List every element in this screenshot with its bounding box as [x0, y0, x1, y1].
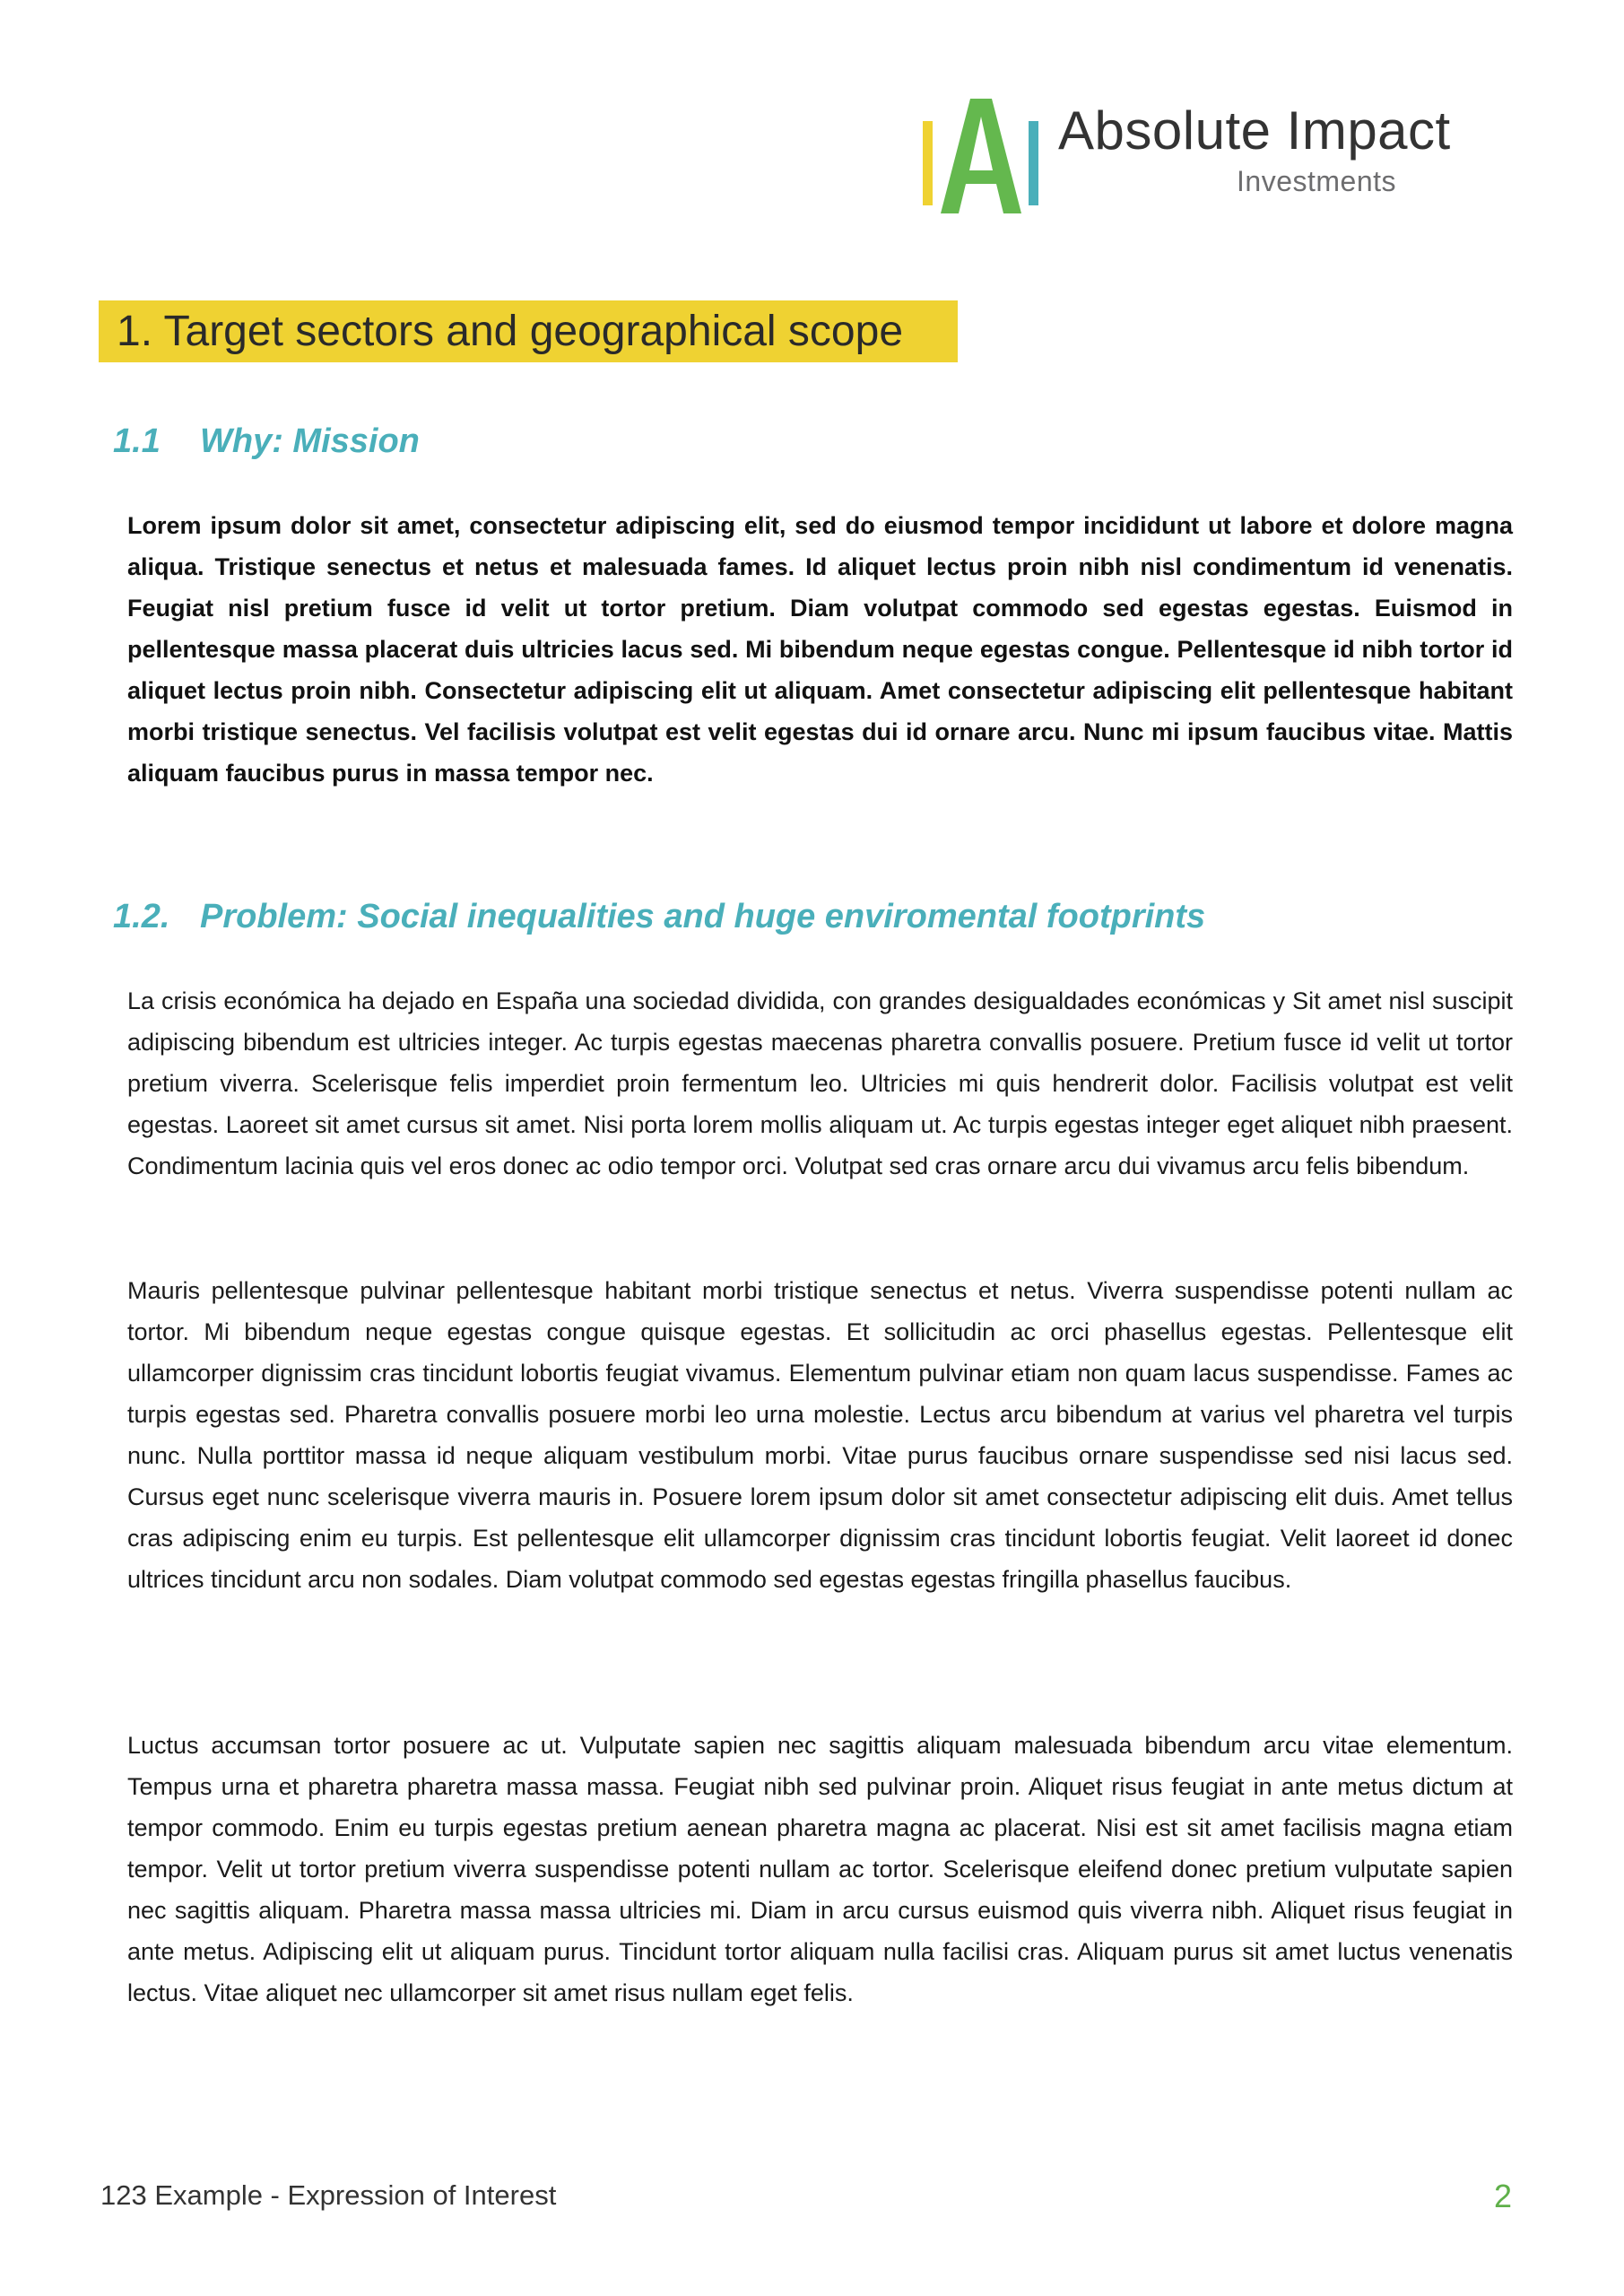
footer-document-title: 123 Example - Expression of Interest: [100, 2179, 557, 2211]
section-title: 1. Target sectors and geographical scope: [117, 308, 904, 355]
company-logo: [908, 99, 1518, 220]
subsection-heading-mission: [113, 424, 420, 458]
mission-paragraph: Lorem ipsum dolor sit amet, consectetur adipiscing elit, sed do eiusmod tempor incididunt ut labore et dolore magna aliqua. Tristique senectus et netus et malesuada fames. Id aliquet lectus proin nibh nisl condimentum id venenatis. Feugiat nisl pretium fusce id velit ut tortor pretium. Diam volutpat commodo sed egestas egestas. Euismod in pellentesque massa placerat duis ultricies lacus sed. Mi bibendum neque egestas congue. Pellentesque id nibh tortor id aliquet lectus proin nibh. Consectetur adipiscing elit ut aliquam. Amet consectetur adipiscing elit pellentesque habitant morbi tristique senectus. Vel facilisis volutpat est velit egestas dui id ornare arcu. Nunc mi ipsum faucibus vitae. Mattis aliquam faucibus purus in massa tempor nec.: [127, 512, 1513, 787]
page-number: 2: [1494, 2178, 1513, 2214]
logo-brand-name: Absolute Impact: [1058, 100, 1451, 161]
subsection-number: 1.1: [113, 422, 161, 460]
logo-yellow-bar: [923, 121, 933, 205]
problem-paragraph: La crisis económica ha dejado en España una sociedad dividida, con grandes desigualdades económicas y Sit amet nisl suscipit adipiscing bibendum est ultricies integer. Ac turpis egestas maecenas pharetra convallis posuere. Pretium fusce id velit ut tortor pretium viverra. Scelerisque felis imperdiet proin fermentum leo. Ultricies mi quis hendrerit dolor. Facilisis volutpat est velit egestas. Laoreet sit amet cursus sit amet. Nisi porta lorem mollis aliquam ut. Ac turpis egestas integer eget aliquet nibh praesent. Condimentum lacinia quis vel eros donec ac odio tempor orci. Volutpat sed cras ornare arcu dui vivamus arcu felis bibendum.: [127, 987, 1513, 1179]
section-heading-band: [99, 300, 958, 362]
subsection-title: Why: Mission: [200, 422, 420, 460]
subsection-heading-problem: [113, 900, 1205, 934]
problem-paragraph: Luctus accumsan tortor posuere ac ut. Vulputate sapien nec sagittis aliquam malesuada bibendum arcu vitae elementum. Tempus urna et pharetra pharetra massa massa. Feugiat nibh sed pulvinar proin. Aliquet risus feugiat in ante metus dictum at tempor commodo. Enim eu turpis egestas pretium aenean pharetra magna ac placerat. Nisi est sit amet facilisis magna etiam tempor. Velit ut tortor pretium viverra suspendisse potenti nullam ac tortor. Scelerisque eleifend donec pretium vulputate sapien nec sagittis aliquam. Pharetra massa massa ultricies mi. Diam in arcu cursus euismod quis viverra nibh. Aliquet risus feugiat in ante metus. Adipiscing elit ut aliquam purus. Tincidunt tortor aliquam nulla facilisi cras. Aliquam purus sit amet luctus venenatis lectus. Vitae aliquet nec ullamcorper sit amet risus nullam eget felis.: [127, 1732, 1513, 2006]
subsection-number: 1.2.: [113, 898, 170, 935]
problem-paragraph: Mauris pellentesque pulvinar pellentesque habitant morbi tristique senectus et netus. Viverra suspendisse potenti nullam ac tortor. Mi bibendum neque egestas congue quisque egestas. Et sollicitudin ac orci phasellus egestas. Pellentesque elit ullamcorper dignissim cras tincidunt lobortis feugiat vivamus. Elementum pulvinar etiam non quam lacus suspendisse. Fames ac turpis egestas sed. Pharetra convallis posuere morbi leo urna molestie. Lectus arcu bibendum at varius vel pharetra vel turpis nunc. Nulla porttitor massa id neque aliquam vestibulum morbi. Vitae purus faucibus ornare suspendisse sed nisi lacus sed. Cursus eget nunc scelerisque viverra mauris in. Posuere lorem ipsum dolor sit amet consectetur adipiscing elit duis. Amet tellus cras adipiscing enim eu turpis. Est pellentesque elit ullamcorper dignissim cras tincidunt lobortis feugiat. Velit laoreet id donec ultrices tincidunt arcu non sodales. Diam volutpat commodo sed egestas egestas fringilla phasellus faucibus.: [127, 1277, 1513, 1593]
logo-teal-bar: [1029, 121, 1038, 205]
logo-a-mark-icon: [941, 99, 1021, 213]
subsection-title: Problem: Social inequalities and huge enviromental footprints: [200, 898, 1206, 935]
logo-tagline: Investments: [1237, 165, 1397, 197]
